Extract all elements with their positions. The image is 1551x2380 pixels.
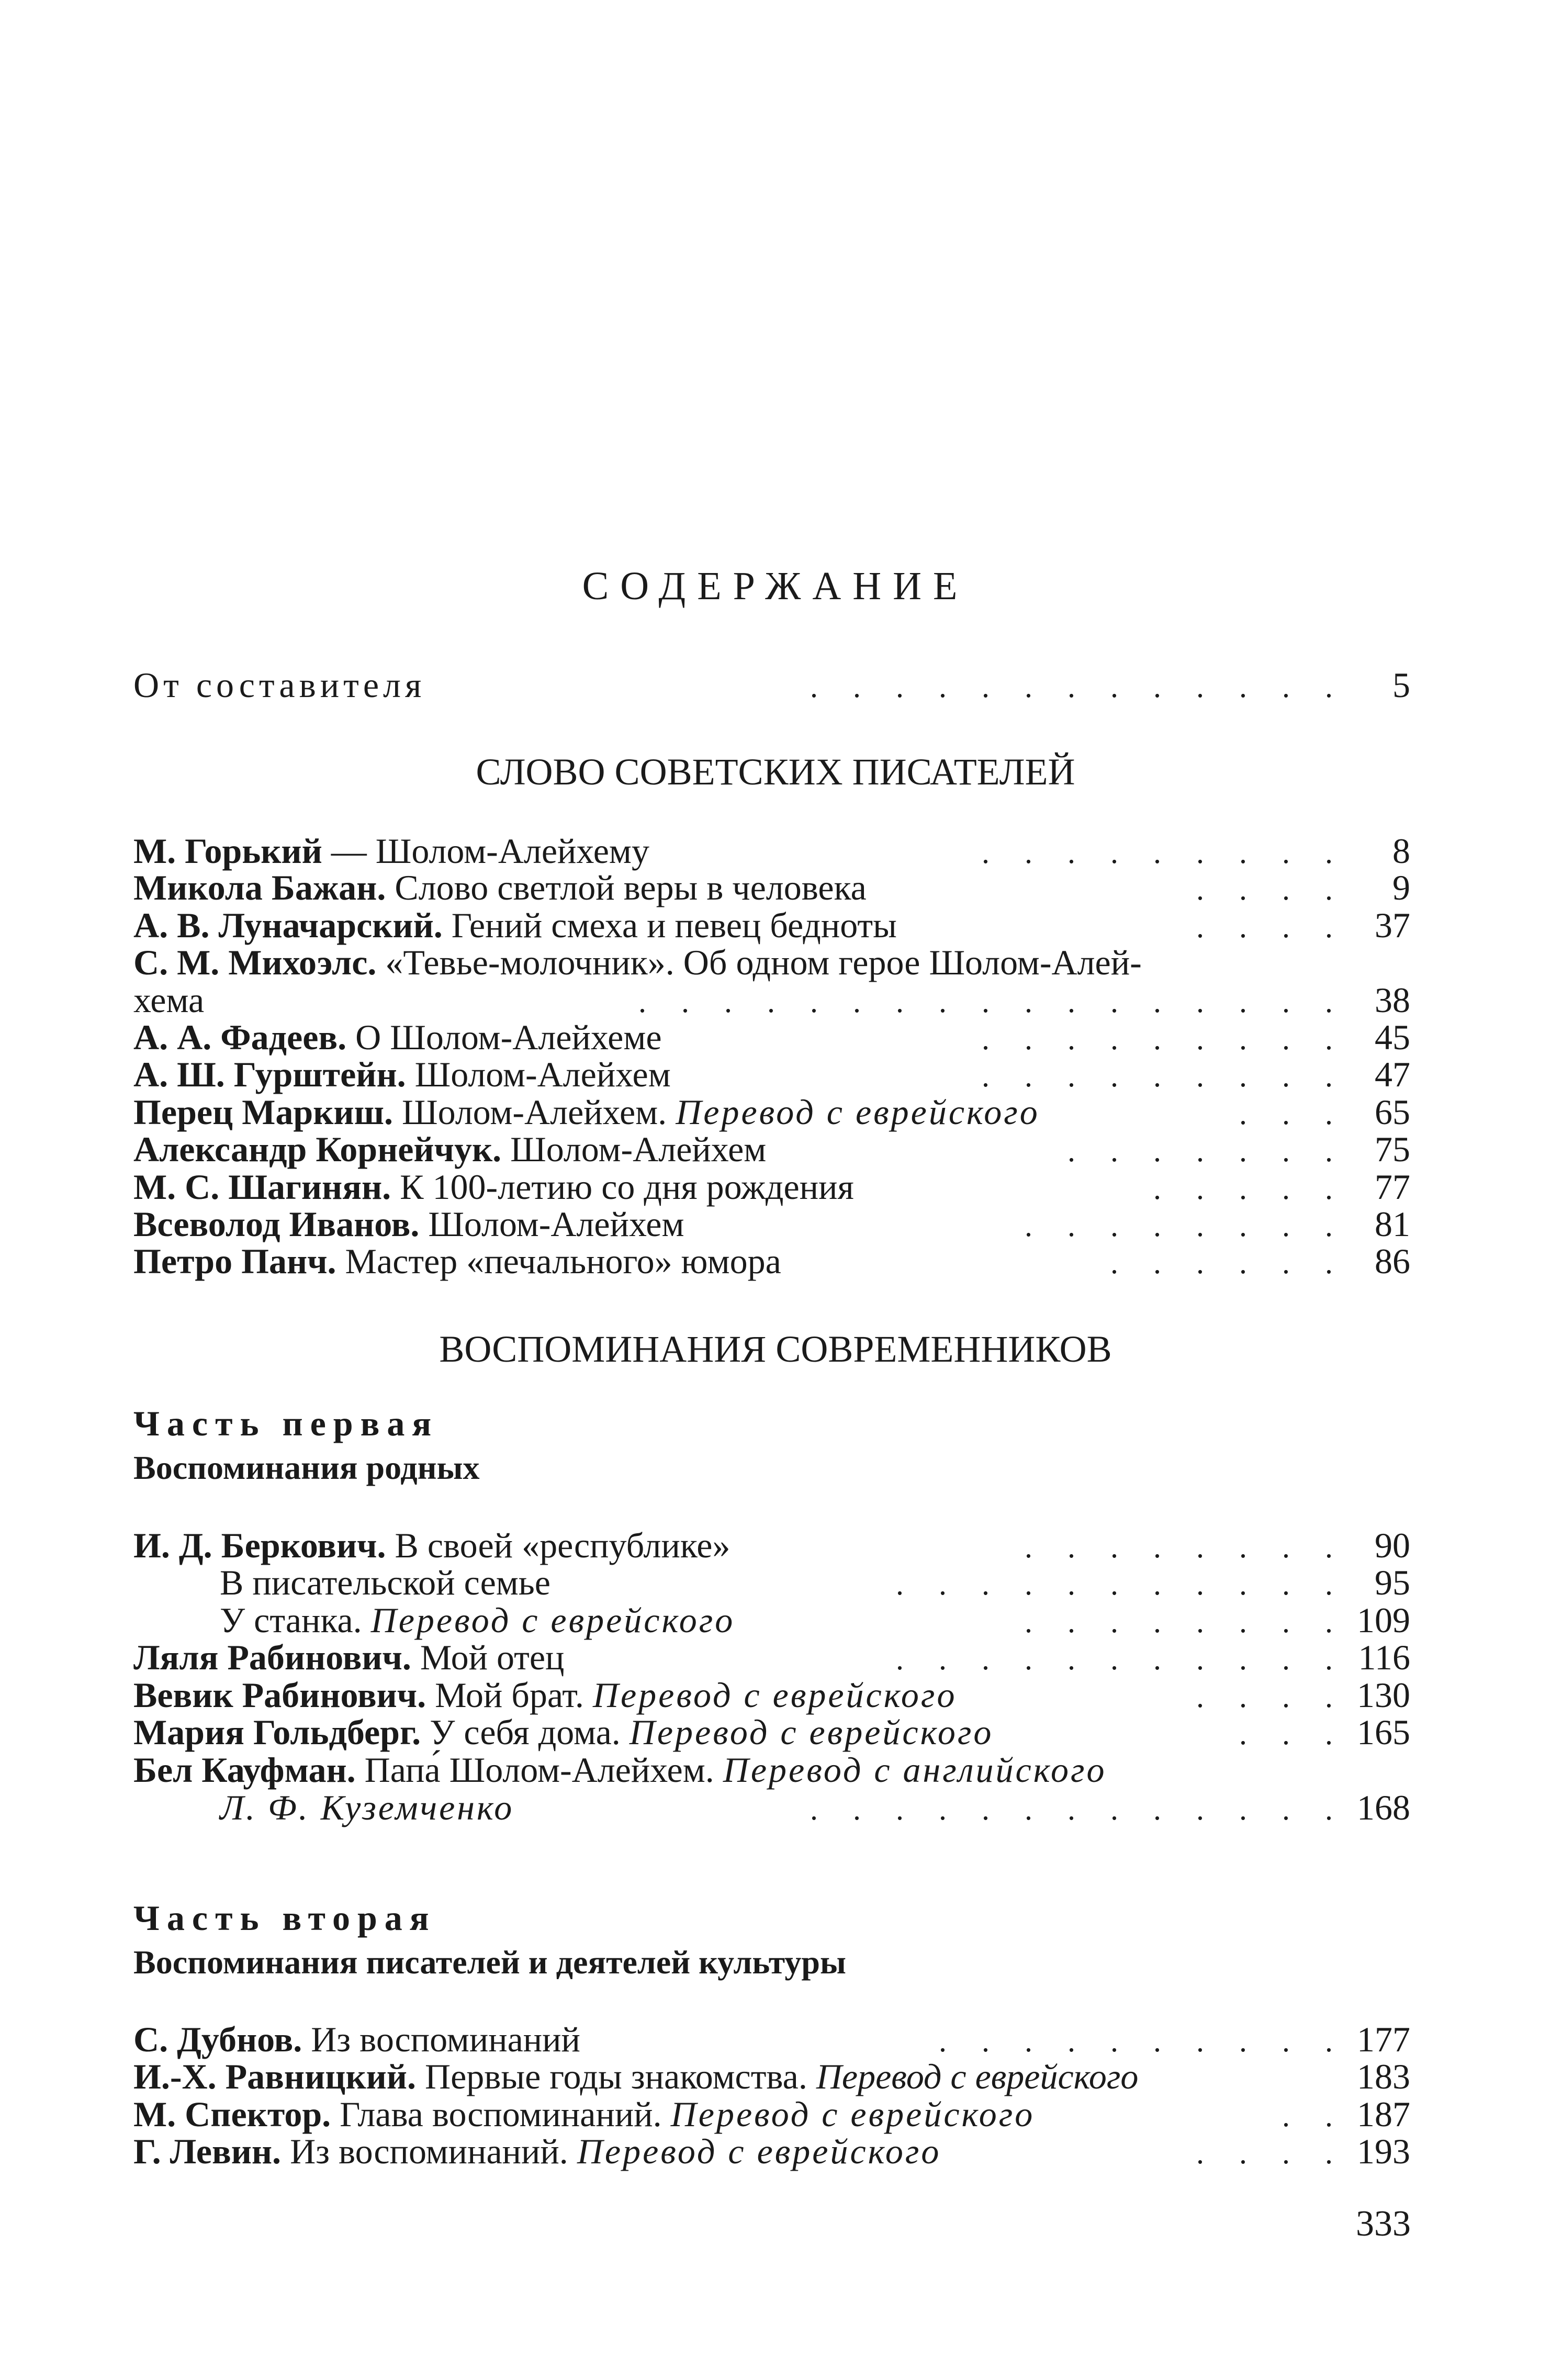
entry-title: К 100-летию со дня рождения	[400, 1167, 854, 1207]
page-number: 95	[1375, 1563, 1410, 1602]
entry-title: Из воспоминаний.	[290, 2131, 568, 2171]
entry-title: Из воспоминаний	[311, 2019, 580, 2059]
dot-leader: . . . .	[1196, 910, 1346, 944]
part-label: Часть первая	[133, 1404, 439, 1443]
entry-title: «Тевье-молочник». Об одном герое Шолом-Алей-	[385, 942, 1142, 982]
dot-leader: . . . . . . . . .	[982, 835, 1346, 870]
entry-translator: Л. Ф. Куземченко	[220, 1788, 514, 1827]
entry-title: Глава воспоминаний.	[340, 2094, 662, 2134]
entry-title: — Шолом-Алейхему	[331, 831, 649, 871]
toc-entry	[220, 1561, 1410, 1604]
toc-entry	[133, 2018, 1410, 2061]
toc-entry	[133, 1240, 1410, 1283]
entry-author: Г. Левин.	[133, 2131, 282, 2171]
page-number: 90	[1375, 1525, 1410, 1565]
page-number: 45	[1375, 1017, 1410, 1057]
toc-entry	[220, 1786, 1410, 1829]
page-number: 81	[1375, 1204, 1410, 1244]
dot-leader: . . . . . . . .	[1025, 1530, 1346, 1564]
folio-page-number: 333	[1356, 2204, 1411, 2244]
entry-translation-note: Перевод с еврейского	[816, 2057, 1139, 2096]
entry-title: У станка.	[220, 1600, 362, 1640]
entry-title: Слово светлой веры в человека	[395, 868, 867, 907]
dot-leader: . . . . . . . . . . .	[896, 1642, 1346, 1676]
page-number: 47	[1375, 1054, 1410, 1094]
page-number: 165	[1357, 1712, 1410, 1752]
toc-entry	[133, 1053, 1410, 1096]
entry-author: Бел Кауфман.	[133, 1750, 356, 1790]
toc-entry	[133, 1748, 1410, 1791]
entry-translation-note: Перевод с еврейского	[370, 1600, 735, 1640]
page-number: 75	[1375, 1129, 1410, 1169]
toc-entry	[133, 1203, 1410, 1245]
toc-entry	[133, 979, 1410, 1021]
dot-leader: . . . . . . .	[1067, 1133, 1346, 1168]
page-number: 5	[1392, 665, 1410, 705]
toc-entry	[133, 1636, 1410, 1679]
entry-title: Мой отец	[420, 1637, 565, 1677]
entry-title: В своей «республике»	[395, 1525, 730, 1565]
entry-author: Ляля Рабинович.	[133, 1637, 411, 1677]
toc-entry	[133, 1674, 1410, 1716]
entry-translation-note: Перевод с еврейского	[577, 2131, 941, 2171]
toc-entry	[133, 866, 1410, 909]
dot-leader: . . . . . . . .	[1025, 1208, 1346, 1243]
entry-title: Папа́ Шолом-Алейхем.	[364, 1750, 714, 1790]
toc-entry	[133, 1128, 1410, 1171]
dot-leader: . . . . . . . . . . . . .	[810, 669, 1346, 704]
toc-entry	[133, 941, 1410, 984]
entry-title: Шолом-Алейхем	[414, 1054, 671, 1094]
entry-translation-note: Перевод с английского	[723, 1750, 1107, 1790]
page-number: 37	[1375, 905, 1410, 945]
entry-author: Мария Гольдберг.	[133, 1712, 421, 1752]
entry-title: Первые годы знакомства.	[424, 2057, 807, 2096]
entry-title: Гений смеха и певец бедноты	[451, 905, 897, 945]
toc-entry	[133, 2093, 1410, 2136]
section-heading-memoirs: ВОСПОМИНАНИЯ СОВРЕМЕННИКОВ	[439, 1328, 1112, 1370]
dot-leader: . . . . . . . . . . . . . . . . .	[638, 984, 1346, 1019]
entry-title: От составителя	[133, 665, 426, 705]
entry-author: А. А. Фадеев.	[133, 1017, 347, 1057]
entry-translation-note: Перевод с еврейского	[629, 1712, 994, 1752]
entry-author: И. Д. Беркович.	[133, 1525, 386, 1565]
entry-author: Александр Корнейчук.	[133, 1129, 502, 1169]
page-number: 38	[1375, 980, 1410, 1020]
dot-leader: . . . . . . . . . . . . .	[810, 1792, 1346, 1826]
part-label: Часть вторая	[133, 1898, 436, 1938]
toc-entry-intro	[133, 664, 1410, 706]
toc-entry	[133, 1016, 1410, 1059]
dot-leader: . . . . .	[1153, 1171, 1346, 1206]
section-heading-writers: СЛОВО СОВЕТСКИХ ПИСАТЕЛЕЙ	[476, 751, 1075, 793]
page-number: 77	[1375, 1167, 1410, 1207]
entry-author: М. Спектор.	[133, 2094, 331, 2134]
toc-entry	[133, 2055, 1410, 2098]
dot-leader: . . . .	[1196, 2136, 1346, 2170]
dot-leader: . . .	[1239, 1716, 1346, 1751]
entry-author: М. С. Шагинян.	[133, 1167, 391, 1207]
page-number: 177	[1357, 2019, 1410, 2059]
entry-translation-note: Перевод с еврейского	[670, 2094, 1035, 2134]
toc-entry	[133, 904, 1410, 947]
dot-leader: . . . . . . . . . . .	[896, 1567, 1346, 1601]
entry-title: Шолом-Алейхем.	[402, 1092, 667, 1132]
entry-title: хема	[133, 980, 205, 1020]
entry-author: С. М. Михоэлс.	[133, 942, 377, 982]
toc-entry	[133, 1524, 1410, 1567]
part-subtitle: Воспоминания писателей и деятелей культуры	[133, 1944, 846, 1981]
page-number: 183	[1357, 2057, 1410, 2096]
page-number: 168	[1357, 1788, 1410, 1827]
entry-author: А. В. Луначарский.	[133, 905, 443, 945]
toc-entry	[133, 1165, 1410, 1208]
entry-title: Шолом-Алейхем	[510, 1129, 767, 1169]
toc-entry	[133, 2130, 1410, 2173]
page-number: 109	[1357, 1600, 1410, 1640]
entry-author: Петро Панч.	[133, 1241, 336, 1281]
entry-translation-note: Перевод с еврейского	[592, 1675, 957, 1715]
page-number: 116	[1358, 1637, 1410, 1677]
entry-author: Всеволод Иванов.	[133, 1204, 420, 1244]
dot-leader: . . . .	[1196, 1679, 1346, 1714]
entry-author: М. Горький	[133, 831, 322, 871]
dot-leader: . . .	[1239, 1096, 1346, 1131]
entry-title: О Шолом-Алейхеме	[355, 1017, 662, 1057]
entry-author: Перец Маркиш.	[133, 1092, 394, 1132]
dot-leader: . . . . . . . . .	[982, 1059, 1346, 1093]
dot-leader: . . . . . . . .	[1025, 1604, 1346, 1639]
entry-author: С. Дубнов.	[133, 2019, 302, 2059]
toc-entry	[220, 1599, 1410, 1642]
entry-title: Шолом-Алейхем	[428, 1204, 684, 1244]
dot-leader: . . . . . . . . . .	[939, 2024, 1346, 2058]
dot-leader: . . . . . .	[1110, 1245, 1346, 1280]
entry-author: Вевик Рабинович.	[133, 1675, 426, 1715]
page-number: 9	[1392, 868, 1410, 907]
dot-leader: . . . .	[1196, 872, 1346, 906]
entry-title: У себя дома.	[430, 1712, 621, 1752]
entry-author: А. Ш. Гурштейн.	[133, 1054, 406, 1094]
entry-author: Микола Бажан.	[133, 868, 386, 907]
page-number: 65	[1375, 1092, 1410, 1132]
entry-title: Мой брат.	[435, 1675, 584, 1715]
entry-title: В писательской семье	[220, 1563, 550, 1602]
page-number: 187	[1357, 2094, 1410, 2134]
page-number: 8	[1392, 831, 1410, 871]
entry-translation-note: Перевод с еврейского	[676, 1092, 1040, 1132]
part-subtitle: Воспоминания родных	[133, 1449, 480, 1486]
dot-leader: . . . . . . . . .	[982, 1021, 1346, 1056]
page-number: 86	[1375, 1241, 1410, 1281]
toc-entry	[133, 1711, 1410, 1754]
toc-entry	[133, 1091, 1410, 1133]
entry-author: И.-Х. Равницкий.	[133, 2057, 416, 2096]
page-number: 193	[1357, 2131, 1410, 2171]
entry-title: Мастер «печального» юмора	[345, 1241, 781, 1281]
contents-title: СОДЕРЖАНИЕ	[582, 564, 969, 608]
dot-leader: . .	[1282, 2098, 1346, 2133]
page-number: 130	[1357, 1675, 1410, 1715]
